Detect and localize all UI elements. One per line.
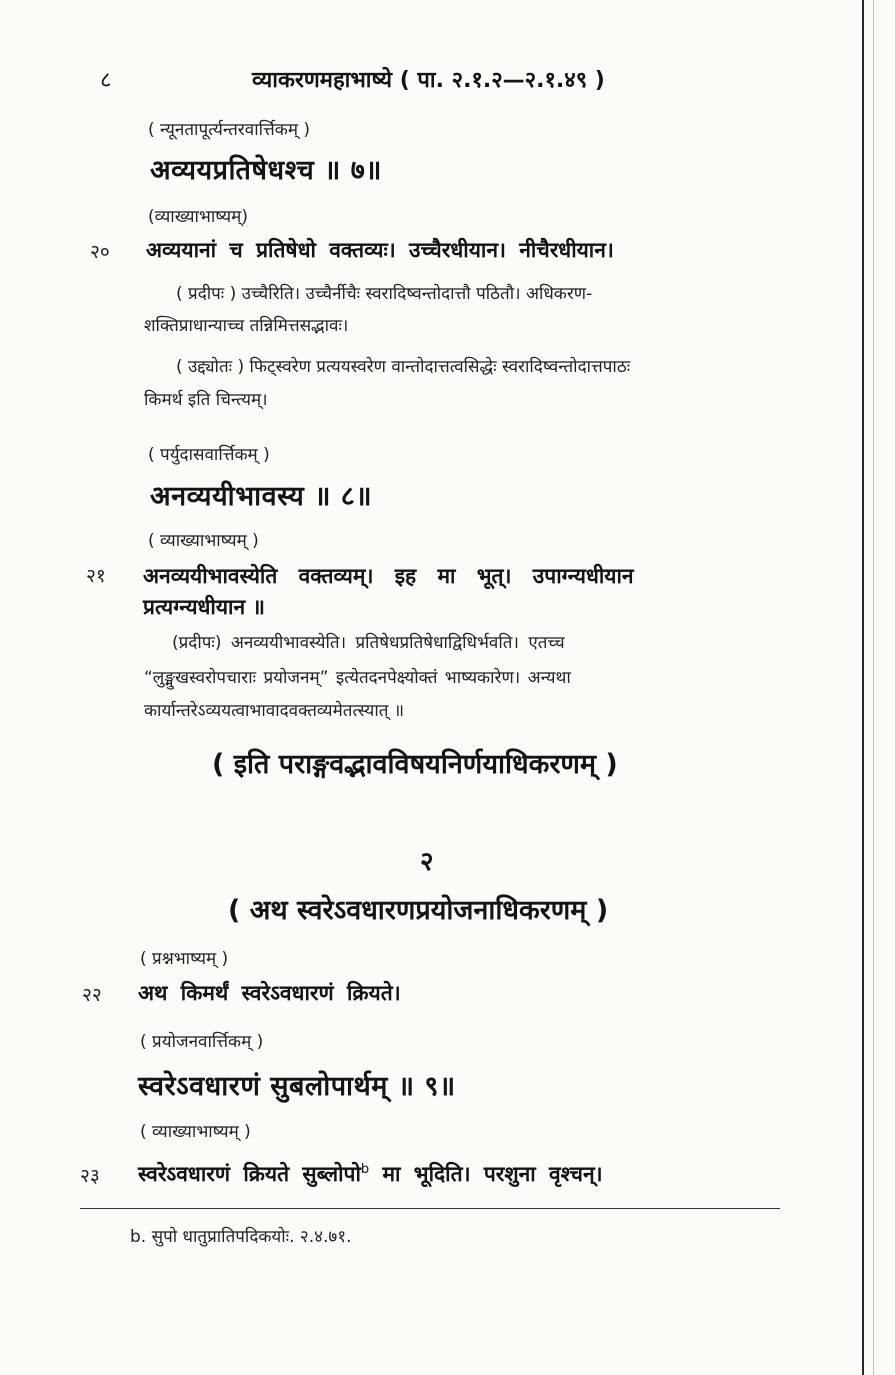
line-number-20: २० [90, 241, 110, 263]
section-label: ( पर्युदासवार्त्तिकम् ) [148, 445, 270, 465]
section-label: ( व्याख्याभाष्यम् ) [148, 531, 259, 551]
sutra-7: अव्ययप्रतिषेधश्च ॥ ७॥ [150, 155, 382, 186]
bhashya-23 [138, 1160, 603, 1188]
pradipa-text: (प्रदीपः) अनव्ययीभावस्येति। प्रतिषेधप्रतिषेधाद्विधिर्भवति। एतच्च [172, 633, 565, 653]
sutra-8: अनव्ययीभावस्य ॥ ८॥ [150, 481, 372, 512]
sutra-9: स्वरेऽवधारणं सुबलोपार्थम् ॥ ९॥ [138, 1071, 456, 1102]
bhashya-21: प्रत्यग्न्यधीयान ॥ [143, 595, 266, 619]
udyota-text: किमर्थ इति चिन्त्यम्। [144, 390, 268, 410]
line-number-23: २३ [80, 1165, 100, 1187]
line-number-22: २२ [82, 984, 102, 1006]
book-spine-shadow [862, 0, 864, 1375]
footnote-marker: b [360, 1162, 370, 1177]
section-label: ( न्यूनतापूर्त्यन्तरवार्त्तिकम् ) [148, 120, 311, 140]
pradipa-text: कार्यान्तरेऽव्ययत्वाभावादवक्तव्यमेतत्स्यात् ॥ [144, 701, 405, 721]
footnote-divider [80, 1208, 780, 1209]
section-end-heading: ( इति पराङ्गवद्भावविषयनिर्णयाधिकरणम् ) [212, 749, 618, 780]
section-label: ( प्रश्नभाष्यम् ) [140, 949, 229, 969]
pradipa-text: शक्तिप्राधान्याच्च तन्निमित्तसद्भावः। [144, 316, 349, 336]
page-number: ८ [100, 68, 112, 93]
bhashya-23-text: मा भूदिति। परशुना वृश्चन्। [369, 1162, 603, 1186]
section-label: (व्याख्याभाष्यम्) [148, 207, 248, 227]
pradipa-text: “लुङ्मुखस्वरोपचाराः प्रयोजनम्” इत्येतदनपेक्ष्योक्तं भाष्यकारेण। अन्यथा [144, 668, 571, 688]
line-number-21: २१ [86, 565, 106, 587]
footnote: b. सुपो धातुप्रातिपदिकयोः. २.४.७१. [130, 1227, 352, 1247]
bhashya-21: अनव्ययीभावस्येति वक्तव्यम्। इह मा भूत्। उपाग्न्यधीयान [143, 564, 634, 588]
section-label: ( व्याख्याभाष्यम् ) [140, 1122, 251, 1142]
running-title: व्याकरणमहाभाष्ये ( पा. २.१.२—२.१.४९ ) [252, 68, 605, 93]
section-label: ( प्रयोजनवार्त्तिकम् ) [140, 1032, 264, 1052]
book-spine-edge [873, 0, 874, 1375]
section-start-heading: ( अथ स्वरेऽवधारणप्रयोजनाधिकरणम् ) [228, 895, 609, 926]
bhashya-20: अव्ययानां च प्रतिषेधो वक्तव्यः। उच्चैरधीयान। नीचैरधीयान। [146, 238, 614, 262]
section-number: २ [420, 847, 434, 877]
pradipa-text: ( प्रदीपः ) उच्चैरिति। उच्चैर्नीचैः स्वरादिष्वन्तोदात्तौ पठितौ। अधिकरण- [176, 284, 593, 304]
bhashya-23-text: स्वरेऽवधारणं क्रियते सुब्लोपो [138, 1162, 361, 1186]
bhashya-22: अथ किमर्थं स्वरेऽवधारणं क्रियते। [138, 981, 401, 1005]
udyota-text: ( उद्द्योतः ) फिट्स्वरेण प्रत्ययस्वरेण वान्तोदात्तत्वसिद्धेः स्वरादिष्वन्तोदात्तपाठः [176, 357, 631, 377]
